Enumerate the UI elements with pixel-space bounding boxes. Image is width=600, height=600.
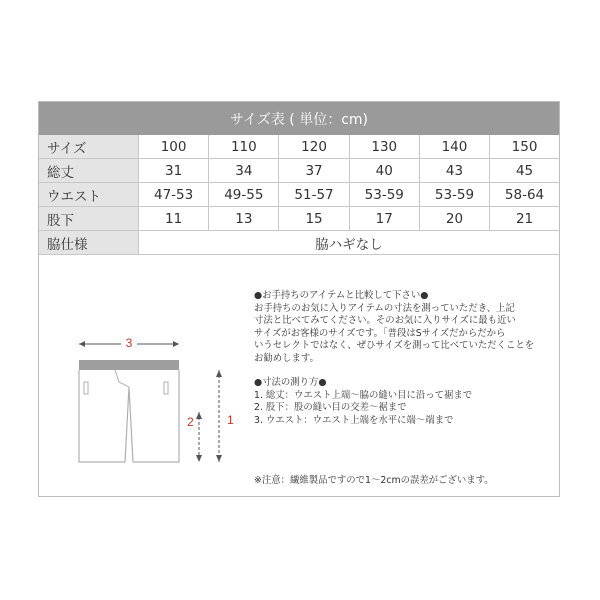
- row-label: サイズ: [39, 135, 139, 159]
- table-row: [39, 207, 559, 231]
- table-cell: 45: [490, 159, 559, 183]
- measurement-guide: [39, 266, 559, 496]
- table-cell: 51-57: [279, 183, 349, 207]
- table-cell: 140: [419, 135, 489, 159]
- table-row: [39, 135, 559, 159]
- pocket-right: [164, 382, 168, 394]
- measure-item: 1. 総丈：ウエスト上端～脇の縫い目に沿って裾まで: [254, 389, 473, 401]
- table-cell: 21: [490, 207, 559, 231]
- table-row: [39, 231, 559, 255]
- table-cell: 120: [279, 135, 349, 159]
- size-chart-title: サイズ表 ( 単位：cm): [39, 102, 559, 135]
- inseam-arrow-head-top: [196, 412, 202, 419]
- guide-text: [254, 290, 554, 427]
- table-cell: 34: [209, 159, 279, 183]
- table-cell: 150: [490, 135, 559, 159]
- row-label: 股下: [39, 207, 139, 231]
- table-cell: 110: [209, 135, 279, 159]
- table-cell: 130: [349, 135, 419, 159]
- shorts-diagram: [69, 302, 269, 502]
- compare-line: お手持ちのお気に入りアイテムの寸法を測っていただき、上記: [254, 302, 515, 314]
- compare-heading: ●お手持ちのアイテムと比較して下さい●: [254, 290, 429, 301]
- table-cell: 40: [349, 159, 419, 183]
- table-cell: 53-59: [349, 183, 419, 207]
- table-cell: 11: [139, 207, 209, 231]
- measure-item: 2. 股下：股の縫い目の交差～裾まで: [254, 402, 407, 413]
- table-cell: 49-55: [209, 183, 279, 207]
- table-cell: 100: [139, 135, 209, 159]
- table-cell: 58-64: [490, 183, 559, 207]
- tolerance-note: ※注意：繊維製品ですので1～2cmの誤差がございます。: [254, 475, 494, 486]
- row-label: 脇仕様: [39, 231, 139, 255]
- size-table: [39, 135, 559, 255]
- spec-value: 脇ハギなし: [139, 231, 560, 255]
- row-label: 総丈: [39, 159, 139, 183]
- compare-line: 寸法と比べてみてください。そのお気に入りサイズに最も近い: [254, 315, 516, 326]
- compare-line: いうセレクトではなく、ぜひサイズを測って比べていただくことを: [254, 340, 535, 351]
- waist-label: 3: [125, 336, 133, 350]
- length-label: 1: [227, 413, 234, 427]
- table-cell: 31: [139, 159, 209, 183]
- compare-line: お勧めします。: [254, 352, 319, 364]
- waist-arrow-head-left: [79, 341, 85, 347]
- size-chart-panel: [38, 101, 560, 497]
- row-label: ウエスト: [39, 183, 139, 207]
- waistband-shape: [79, 360, 179, 370]
- waist-arrow-head-right: [173, 341, 179, 347]
- table-cell: 47-53: [139, 183, 209, 207]
- table-cell: 37: [279, 159, 349, 183]
- inseam-arrow-head-bottom: [196, 455, 202, 462]
- table-row: [39, 183, 559, 207]
- table-row: [39, 159, 559, 183]
- table-cell: 53-59: [419, 183, 489, 207]
- table-cell: 13: [209, 207, 279, 231]
- measure-heading: ●寸法の測り方●: [254, 377, 327, 388]
- inseam-label: 2: [187, 415, 194, 429]
- compare-line: サイズがお客様のサイズです。「普段はSサイズだからだから: [254, 327, 506, 339]
- table-cell: 15: [279, 207, 349, 231]
- length-arrow-head-bottom: [216, 455, 222, 462]
- crotch-seam: [115, 370, 129, 387]
- length-arrow-head-top: [216, 370, 222, 377]
- measure-item: 3. ウエスト：ウエスト上端を水平に端～端まで: [254, 414, 454, 426]
- table-cell: 17: [349, 207, 419, 231]
- pocket-left: [84, 382, 88, 394]
- table-cell: 20: [419, 207, 489, 231]
- table-cell: 43: [419, 159, 489, 183]
